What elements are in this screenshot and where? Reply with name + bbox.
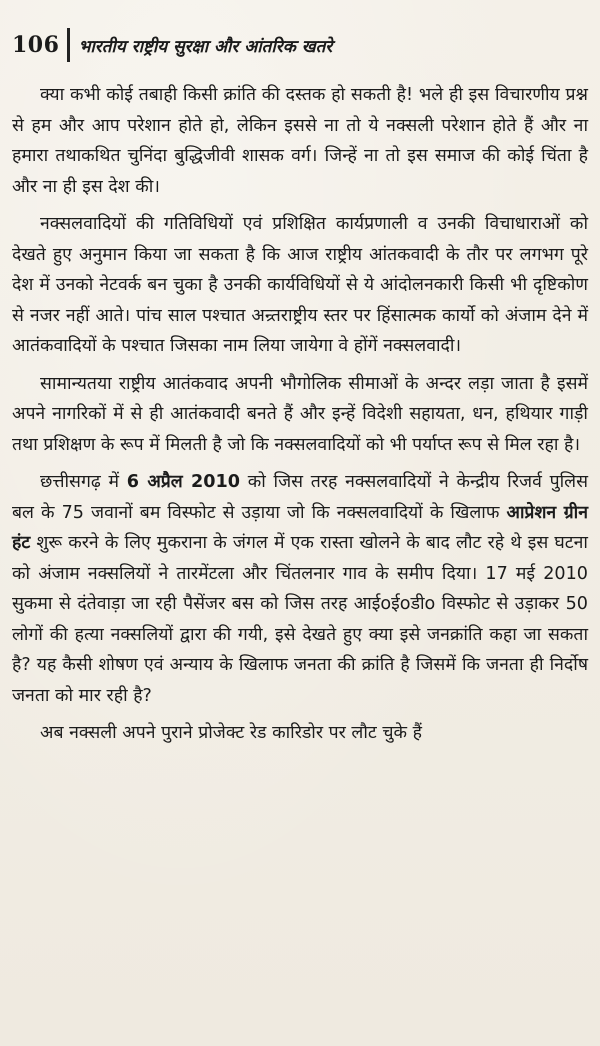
paragraph-4	[12, 467, 588, 711]
paragraph-4-intro: छत्तीसगढ़ में	[40, 472, 127, 492]
paragraph-2: नक्सलवादियों की गतिविधियों एवं प्रशिक्षित कार्यप्रणाली व उनकी विचाधाराओं को देखते हुए अनुमान किया जा सकता है कि आज राष्ट्रीय आंतकवादी के तौर पर लगभग पूरे देश में उनको नेटवर्क बन चुका है उनकी कार्यविधियों से ये आंदोलनकारी किसी भी दृष्टिकोण से नजर नहीं आते। पांच साल पश्चात अन्र्तराष्ट्रीय स्तर पर हिंसात्मक कार्यो को अंजाम देने में आतंकवादियों के पश्चात जिसका नाम लिया जायेगा वे होंगें नक्सलवादी।	[12, 214, 588, 356]
paragraph-4-end: शुरू करने के लिए मुकराना के जंगल में एक रास्ता खोलने के बाद लौट रहे थे इस घटना को अंजाम नक्सलियों ने तारमेंटला और चिंतलनार गाव के समीप दिया। 17 मई 2010 सुकमा से दंतेवाड़ा जा रही पैसेंजर बस को जिस तरह आईoईoडीo विस्फोट से उड़ाकर 50 लोगों की हत्या नक्सलियों द्वारा की गयी, इसे देखते हुए क्या इसे जनक्रांति कहा जा सकता है? यह कैसी शोषण एवं अन्याय के खिलाफ जनता की क्रांति है जिसमें कि जनता ही निर्दोष जनता को मार रही है?	[12, 533, 588, 706]
running-title: भारतीय राष्ट्रीय सुरक्षा और आंतरिक खतरे	[78, 36, 333, 57]
page-number: 106	[12, 32, 60, 58]
paragraph-1: क्या कभी कोई तबाही किसी क्रांति की दस्तक हो सकती है! भले ही इस विचारणीय प्रश्न से हम और आप परेशान होते हो, लेकिन इससे ना तो ये नक्सली परेशान होते हैं और ना हमारा तथाकथित चुनिंदा बुद्धिजीवी शासक वर्ग। जिन्हें ना तो इस समाज की कोई चिंता है और ना ही इस देश की।	[12, 85, 588, 197]
paragraph-5: अब नक्सली अपने पुराने प्रोजेक्ट रेड कारिडोर पर लौट चुके हैं	[40, 723, 422, 743]
header-divider	[67, 28, 70, 62]
paragraph-3: सामान्यतया राष्ट्रीय आतंकवाद अपनी भौगोलिक सीमाओं के अन्दर लड़ा जाता है इसमें अपने नागरिकों में से ही आतंकवादी बनते हैं और इन्हें विदेशी सहायता, धन, हथियार गाड़ी तथा प्रशिक्षण के रूप में मिलती है जो कि नक्सलवादियों को भी पर्याप्त रूप से मिल रहा है।	[12, 373, 588, 455]
page-header	[12, 28, 588, 62]
operation-name: आप्रेशन ग्रीन हंट	[12, 502, 588, 553]
attack-date: 6 अप्रैल 2010	[126, 472, 240, 492]
body-text	[12, 80, 588, 749]
paragraph-4-middle: को जिस तरह नक्सलवादियों ने केन्द्रीय रिजर्व पुलिस बल के 75 जवानों बम विस्फोट से उड़ाया जो कि नक्सलवादियों के खिलाफ	[12, 472, 588, 523]
